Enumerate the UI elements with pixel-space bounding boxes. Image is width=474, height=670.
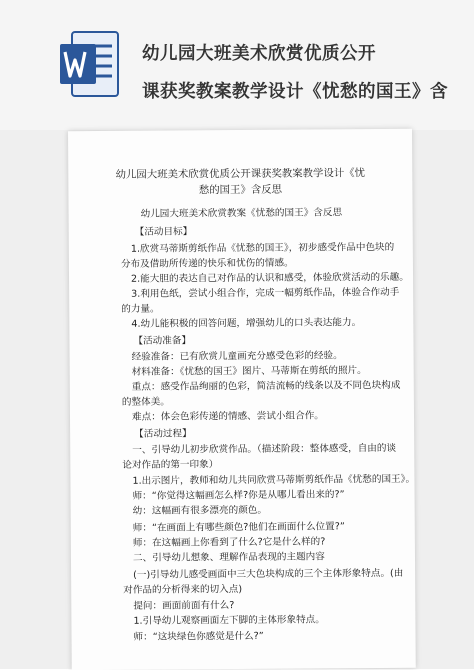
doc-line: 重点：感受作品绚丽的色彩，简洁流畅的线条以及不同色块构成 [131, 379, 401, 393]
doc-line: 分布及借助所传递的快乐和忧伤的情感。 [120, 257, 294, 270]
doc-line: 的力量。 [121, 303, 160, 315]
doc-line: 【活动目标】 [134, 226, 193, 238]
doc-line: 材料准备：《忧愁的国王》图片、马蒂斯在剪纸的照片。 [131, 365, 367, 378]
document-title-line-1: 幼儿园大班美术欣赏优质公开课获奖教案教学设计《忧 [115, 167, 366, 181]
doc-line: 提问：画面前面有什么? [133, 600, 235, 612]
doc-line: 1.欣赏马蒂斯剪纸作品《忧愁的国王》，初步感受作品中色块的 [130, 241, 395, 255]
doc-line: 1.引导幼儿观察画面左下脚的主体形象特点。 [133, 614, 325, 627]
doc-line: 对作品的分析得来的切入点) [123, 583, 243, 596]
document-page [68, 129, 416, 670]
doc-line: 师：“你觉得这幅画怎么样?你是从哪儿看出来的?” [132, 489, 345, 502]
doc-line: 【活动准备】 [133, 335, 192, 347]
doc-line: 【活动过程】 [134, 428, 192, 440]
doc-line: 经验准备：已有欣赏儿童画充分感受色彩的经验。 [131, 350, 343, 363]
doc-line: 师：“这块绿色你感觉是什么?” [133, 630, 264, 643]
header-banner [0, 0, 474, 130]
doc-line: 师：在这幅画上你看到了什么?它是什么样的? [132, 536, 326, 549]
document-subtitle: 幼儿园大班美术欣赏教案《忧愁的国王》含反思 [140, 207, 343, 220]
doc-line: 3.利用色纸，尝试小组合作，完成一幅剪纸作品，体验合作动手 [131, 286, 400, 300]
doc-line: 师：“在画面上有哪些颜色?他们在画面什么位置?” [132, 521, 345, 534]
doc-line: 幼：这幅画有很多漂亮的颜色。 [132, 504, 268, 517]
doc-line: 难点：体会色彩传递的情感、尝试小组合作。 [131, 410, 324, 423]
doc-line: 4.幼儿能积极的回答问题，增强幼儿的口头表达能力。 [131, 317, 362, 330]
document-title-line-2: 愁的国王》含反思 [198, 183, 283, 197]
header-title-line-1: 幼儿园大班美术欣赏优质公开 [142, 44, 376, 64]
doc-line: 二、引导幼儿想象、理解作品表现的主题内容 [132, 551, 325, 564]
doc-line: 2.能大胆的表达自己对作品的认识和感受，体验欣赏活动的乐趣。 [131, 271, 409, 285]
doc-line: 论对作品的第一印象） [122, 459, 219, 471]
word-doc-icon [58, 30, 120, 98]
doc-line: 的整体美。 [121, 396, 170, 408]
header-title-line-2: 课获奖教案教学设计《忧愁的国王》含 [142, 82, 448, 102]
doc-line: 一、引导幼儿初步欣赏作品。（描述阶段：整体感受，自由的谈 [132, 442, 397, 456]
doc-line: (一)引导幼儿感受画面中三大色块构成的三个主体形象特点。(由 [133, 567, 404, 581]
doc-line: 1.出示图片，教师和幼儿共同欣赏马蒂斯剪纸作品《忧愁的国王》。 [132, 473, 416, 487]
